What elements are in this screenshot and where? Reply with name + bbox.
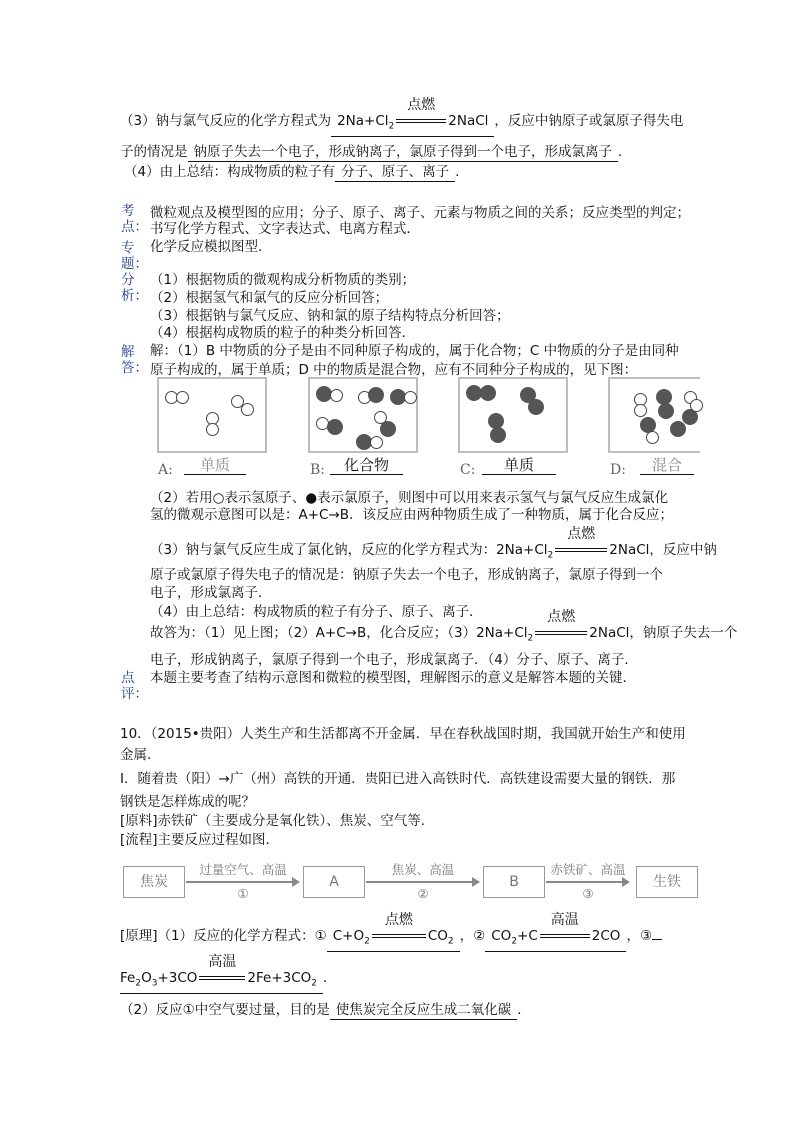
q10-principle-line: [原理]（1）反应的化学方程式：① $C+O_2$ 点燃 $CO_2$ ，② $CO_2+C$ 高温 2CO ，③ [120,926,662,952]
jieda-p4: （4）由上总结：构成物质的粒子有分子、原子、离子． [150,604,483,620]
jieda-p2-line1: （2）若用○表示氢原子、●表示氯原子，则图中可以用来表示氢气与氯气反应生成氯化 [150,490,669,506]
jieda-p3-line2: 原子或氯原子得失电子的情况是：钠原子失去一个电子，形成钠离子，氯原子得到一个 [150,567,663,583]
part3-line2: 子的情况是 钠原子失去一个电子，形成钠离子，氯原子得到一个电子，形成氯离子 . [120,144,623,160]
jieda-line1: 解：（1）B 中物质的分子是由不同种原子构成的，属于化合物；C 中物质的分子是由同种 [150,343,679,359]
caption-b-word: 化合物 [330,456,403,475]
flow-box-coke: 焦炭 [123,866,185,898]
dianping-text: 本题主要考查了结构示意图和微粒的模型图，理解图示的意义是解答本题的关键． [150,670,636,686]
flow-step3-cond: 赤铁矿、高温 [550,862,626,877]
fenxi-item-1: （1）根据物质的微观构成分析物质的类别； [150,272,416,288]
model-box-b [308,377,418,453]
caption-a-letter: A: [158,462,173,478]
caption-d-letter: D: [610,462,626,478]
model-box-d [608,377,700,453]
dianping-label: 点评： [121,670,148,702]
caption-c-letter: C: [460,462,476,478]
jieda-line2: 原子构成的，属于单质；D 中的物质是混合物，应有不同种分子构成的，见下图： [150,362,638,378]
fenxi-item-3: （3）根据钠与氯气反应、钠和氯的原子结构特点分析回答； [150,308,510,324]
flow-arrow-3 [546,881,628,883]
flow-step3-num: ③ [582,886,594,901]
q10-line2: 金属． [120,747,161,763]
q10-line5: [原料]赤铁矿（主要成分是氧化铁）、焦炭、空气等． [120,813,435,829]
flow-arrow-2 [366,881,478,883]
eq2: $CO_2+C$ 高温 2CO [485,927,626,952]
model-box-c [458,377,568,453]
zhuanti-label: 专题： [121,240,148,272]
caption-d-word: 混合 [640,456,698,475]
reaction-condition: 点燃 [396,112,446,130]
eq1: $C+O_2$ 点燃 $CO_2$ [327,927,460,952]
flow-box-pig-iron: 生铁 [636,866,698,898]
flow-arrow-1 [186,881,298,883]
fenxi-label: 分析： [121,272,148,304]
kaodian-line2: 书写化学方程式、文字表达式、电离方程式． [150,221,420,237]
flow-box-a: A [303,866,365,898]
jieda-answer-line2: 电子，形成钠离子，氯原子得到一个电子，形成氯离子．（4）分子、原子、离子． [150,652,638,668]
jieda-p3-line1: （3）钠与氯气反应生成了氯化钠，反应的化学方程式为：$2Na+Cl_2$ 点燃 2NaCl，反应中钠 [150,526,717,561]
eq3: $Fe_2O_3+3CO$ 高温 $2Fe+3CO_2$ [120,969,323,994]
q10-q2-line: （2）反应①中空气要过量，目的是 使焦炭完全反应生成二氧化碳 ． [120,1002,531,1018]
flow-step1-cond: 过量空气、高温 [199,862,287,877]
part3-suffix: ，反应中钠原子或氯原子得失电 [494,113,684,129]
jieda-p2-line2: 氢的微观示意图可以是：A+C→B．该反应由两种物质生成了一种物质，属于化合反应； [150,507,674,523]
part3-answer: 钠原子失去一个电子，形成钠离子，氯原子得到一个电子，形成氯离子 [188,143,619,162]
caption-b-letter: B: [310,462,326,478]
fenxi-item-4: （4）根据构成物质的粒子的种类分析回答． [150,325,416,341]
part3-prefix: （3）钠与氯气反应的化学方程式为 [120,113,332,129]
flow-step2-cond: 焦炭、高温 [391,862,455,877]
kaodian-label: 考点： [121,203,148,235]
part3-equation: $2Na+Cl_2$ 点燃 2NaCl [331,112,494,137]
flow-step2-num: ② [417,886,429,901]
part3-line1 [120,97,684,137]
q10-line4: 钢铁是怎样炼成的呢？ [120,794,255,810]
model-box-a [157,377,267,453]
q10-line3: Ⅰ．随着贵（阳）→广（州）高铁的开通．贵阳已进入高铁时代．高铁建设需要大量的钢铁．那 [120,771,676,787]
jieda-p3-line3: 电子，形成氯离子． [150,585,272,601]
jieda-answer-line1: 故答为：（1）见上图；（2）A+C→B，化合反应；$(3)2Na+Cl_2$ 点燃 2NaCl，钠原子失去一个 [150,609,738,644]
q10-eq3-line: $Fe_2O_3+3CO$ 高温 $2Fe+3CO_2$ ． [120,968,337,994]
q10-line6: [流程]主要反应过程如图． [120,832,280,848]
part4-answer: 分子、原子、离子 [335,163,455,182]
caption-c-word: 单质 [482,456,556,475]
q10-line1: 10．（2015•贵阳）人类生产和生活都离不开金属．早在春秋战国时期，我国就开始生产和使用 [120,726,686,742]
q10-q2-answer: 使焦炭完全反应生成二氧化碳 [330,1001,518,1020]
caption-a-word: 单质 [184,456,246,475]
zhuanti-text: 化学反应模拟图型． [150,239,272,255]
flow-box-b: B [483,866,545,898]
jieda-label: 解答： [121,344,148,376]
kaodian-line1: 微粒观点及模型图的应用；分子、原子、离子、元素与物质之间的关系；反应类型的判定； [150,205,690,221]
part4-line: （4）由上总结：构成物质的粒子有 分子、原子、离子 . [124,164,460,180]
flow-step1-num: ① [237,886,249,901]
fenxi-item-2: （2）根据氢气和氯气的反应分析回答； [150,290,389,306]
